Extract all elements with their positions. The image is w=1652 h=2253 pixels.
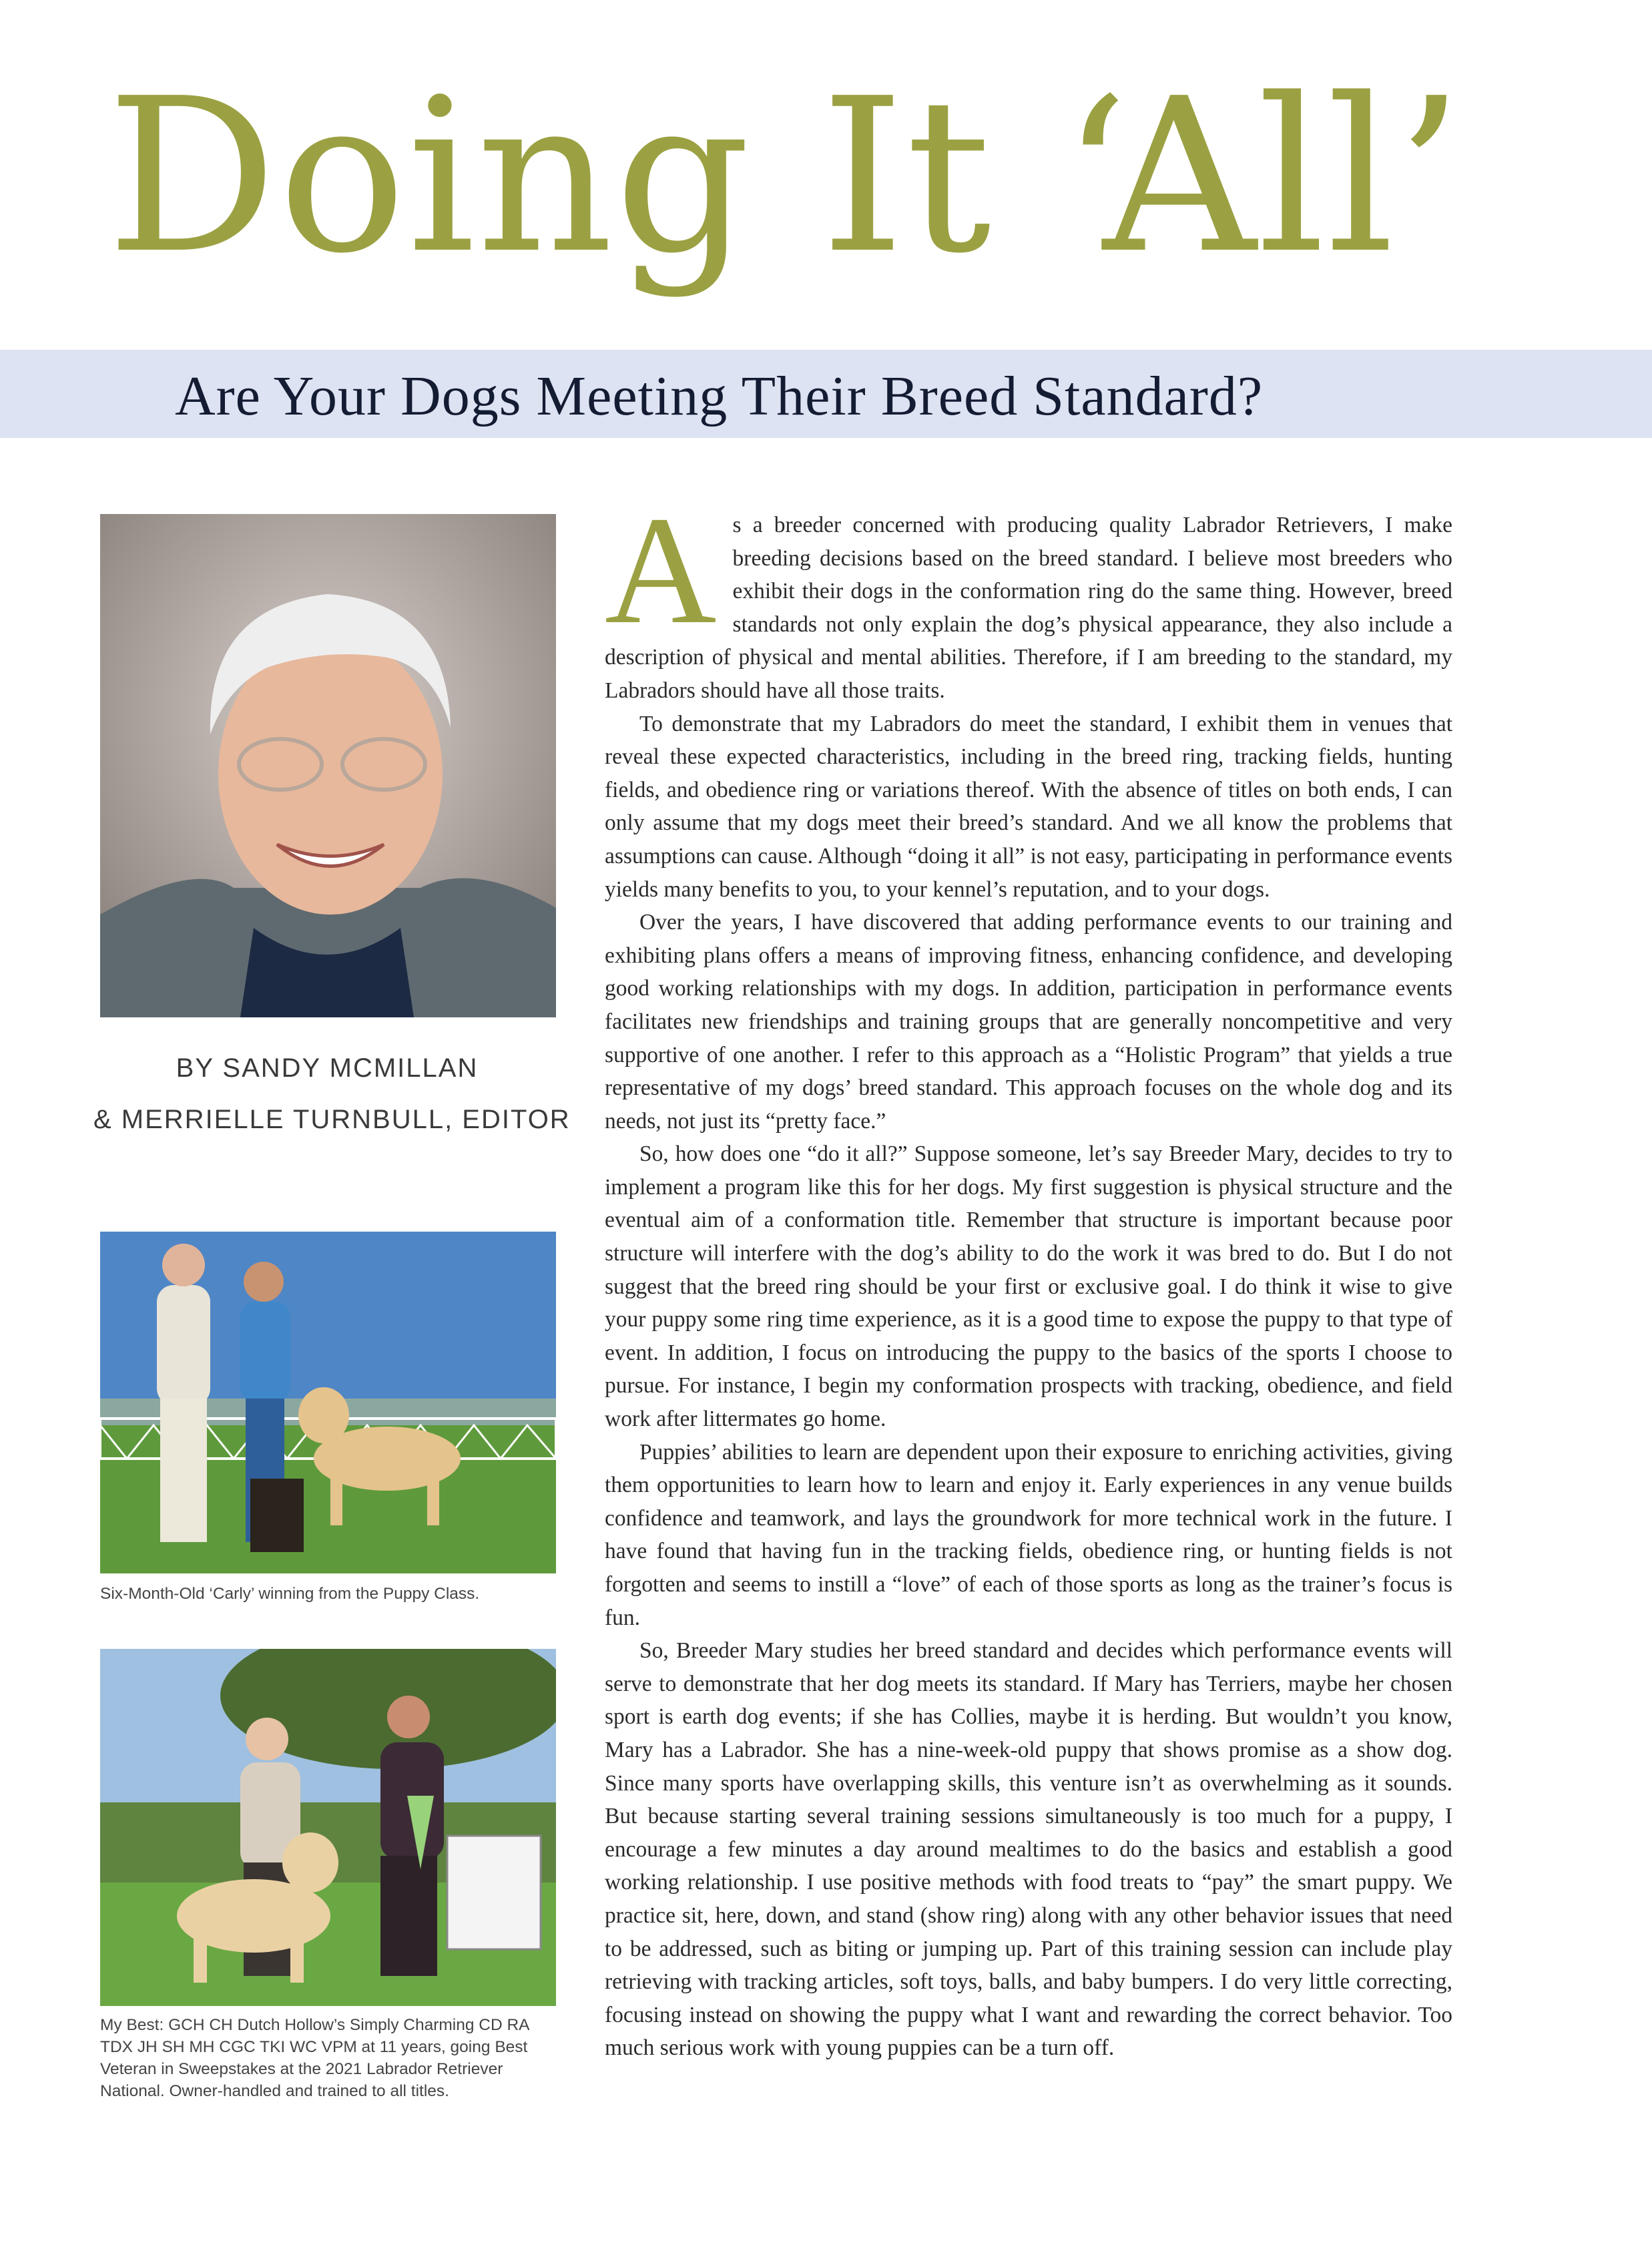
article-paragraph xyxy=(605,485,1452,708)
article-paragraph: To demonstrate that my Labradors do meet the standard, I exhibit them in venues that reveal these expected characteristics, including in the breed ring, tracking fields, hunting fields, and obedience ring or variations thereof. With the absence of titles on both ends, I can only assume that my dogs meet their breed’s standard. And we all know the problems that assumptions can cause. Although “doing it all” is not easy, participating in performance events yields many benefits to you, to your kennel’s reputation, and to your dogs. xyxy=(605,711,1452,902)
best-veteran-image xyxy=(100,1649,556,2006)
byline-author: BY SANDY MCMILLAN xyxy=(176,1053,479,1083)
author-portrait-photo xyxy=(100,514,556,1017)
puppy-class-image xyxy=(100,1232,556,1573)
author-portrait-image xyxy=(100,514,556,1017)
puppy-class-caption: Six-Month-Old ‘Carly’ winning from the Puppy Class. xyxy=(100,1585,480,1603)
article-body xyxy=(605,485,1452,2065)
article-paragraph: So, how does one “do it all?” Suppose someone, let’s say Breeder Mary, decides to try to implement a program like this for her dogs. My first suggestion is physical structure and the eventual aim of a conformation title. Remember that structure is important because poor structure will interfere with the dog’s ability to do the work it was bred to do. But I do not suggest that the breed ring should be your first or exclusive goal. I do think it wise to give your puppy some ring time experience, as it is a good time to expose the puppy to that type of event. In addition, I focus on introducing the puppy to the basics of the sports I choose to pursue. For instance, I begin my conformation prospects with tracking, obedience, and field work after littermates go home. xyxy=(605,1142,1452,1432)
drop-cap: A xyxy=(605,485,717,656)
paragraph-text: s a breeder concerned with producing quality Labrador Retrievers, I make breeding decisions based on the breed standard. I believe most breeders who exhibit their dogs in the conformation ring do the same thing. However, breed standards not only explain the dog’s physical appearance, they also include a description of physical and mental abilities. Therefore, if I am breeding to the standard, my Labradors should have all those traits. xyxy=(605,513,1452,703)
best-veteran-caption: My Best: GCH CH Dutch Hollow’s Simply Charming CD RA TDX JH SH MH CGC TKI WC VPM at 11 years, going Best Veteran in Sweepstakes at the 2021 Labrador Retriever National. Owner-handled and trained to all titles. xyxy=(100,2016,529,2100)
byline-editor: & MERRIELLE TURNBULL, EDITOR xyxy=(93,1105,571,1134)
page-subtitle: Are Your Dogs Meeting Their Breed Standard? xyxy=(175,365,1264,427)
subtitle-band xyxy=(0,350,1652,438)
page-title: Doing It ‘All’ xyxy=(107,53,1465,300)
best-veteran-photo xyxy=(100,1649,556,2006)
article-paragraph: Puppies’ abilities to learn are dependent upon their exposure to enriching activities, giving them opportunities to learn how to learn and enjoy it. Early experiences in any venue builds confidence and teamwork, and lays the groundwork for more technical work in the future. I have found that having fun in the tracking fields, obedience ring, or hunting fields is not forgotten and seems to instill a “love” of each of those sports as long as the trainer’s focus is fun. xyxy=(605,1439,1452,1630)
article-paragraph: So, Breeder Mary studies her breed standard and decides which performance events will serve to demonstrate that her dog meets its standard. If Mary has Terriers, maybe her chosen sport is earth dog events; if she has Collies, maybe it is herding. But wouldn’t you know, Mary has a Labrador. She has a nine-week-old puppy that shows promise as a show dog. Since many sports have overlapping skills, this venture isn’t as overwhelming as it sounds. But because starting several training sessions simultaneously is too much for a puppy, I encourage a few minutes a day around mealtimes to do the basics and establish a good working relationship. I use positive methods with food treats to “pay” the smart puppy. We practice sit, here, down, and stand (show ring) along with any other behavior issues that need to be addressed, such as biting or jumping up. Part of this training session can include play retrieving with tracking articles, soft toys, balls, and baby bumpers. I do very little correcting, focusing instead on showing the puppy what I want and rewarding the correct behavior. Too much serious work with young puppies can be a turn off. xyxy=(605,1638,1452,2061)
puppy-class-photo xyxy=(100,1232,556,1573)
article-paragraph: Over the years, I have discovered that adding performance events to our training and exhibiting plans offers a means of improving fitness, enhancing confidence, and developing good working relationships with my dogs. In addition, participation in performance events facilitates new friendships and training groups that are generally noncompetitive and very supportive of one another. I refer to this approach as a “Holistic Program” that yields a true representative of my dogs’ breed standard. This approach focuses on the whole dog and its needs, not just its “pretty face.” xyxy=(605,910,1452,1134)
